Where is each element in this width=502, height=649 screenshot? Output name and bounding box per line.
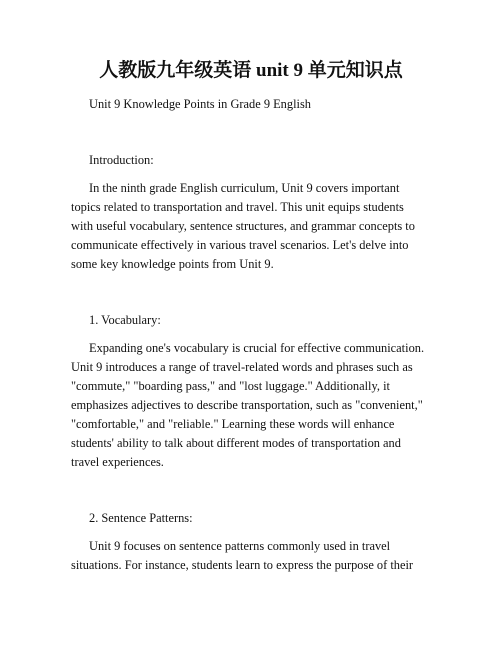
introduction-line: with useful vocabulary, sentence structures, and grammar concepts to [71, 219, 415, 233]
introduction-line: topics related to transportation and travel. This unit equips students [71, 200, 404, 214]
introduction-heading: Introduction: [89, 153, 154, 167]
vocabulary-line: emphasizes adjectives to describe transportation, such as "convenient," [71, 398, 423, 412]
introduction-line: In the ninth grade English curriculum, Unit 9 covers important [89, 181, 400, 195]
sentence-patterns-line: situations. For instance, students learn to express the purpose of their [71, 558, 414, 572]
vocabulary-line: Expanding one's vocabulary is crucial for effective communication. [89, 341, 425, 355]
document-title: 人教版九年级英语 unit 9 单元知识点 [99, 60, 403, 81]
vocabulary-heading: 1. Vocabulary: [89, 313, 161, 327]
sentence-patterns-line: Unit 9 focuses on sentence patterns commonly used in travel [89, 539, 391, 553]
vocabulary-line: students' ability to talk about different modes of transportation and [71, 436, 401, 450]
introduction-line: communicate effectively in various travel scenarios. Let's delve into [71, 238, 409, 252]
sentence-patterns-heading: 2. Sentence Patterns: [89, 511, 193, 525]
document-subtitle: Unit 9 Knowledge Points in Grade 9 English [89, 97, 311, 111]
vocabulary-line: "commute," "boarding pass," and "lost luggage." Additionally, it [71, 379, 390, 393]
introduction-line: some key knowledge points from Unit 9. [71, 257, 274, 271]
vocabulary-line: Unit 9 introduces a range of travel-related words and phrases such as [71, 360, 413, 374]
vocabulary-line: travel experiences. [71, 455, 164, 469]
vocabulary-line: "comfortable," and "reliable." Learning these words will enhance [71, 417, 395, 431]
